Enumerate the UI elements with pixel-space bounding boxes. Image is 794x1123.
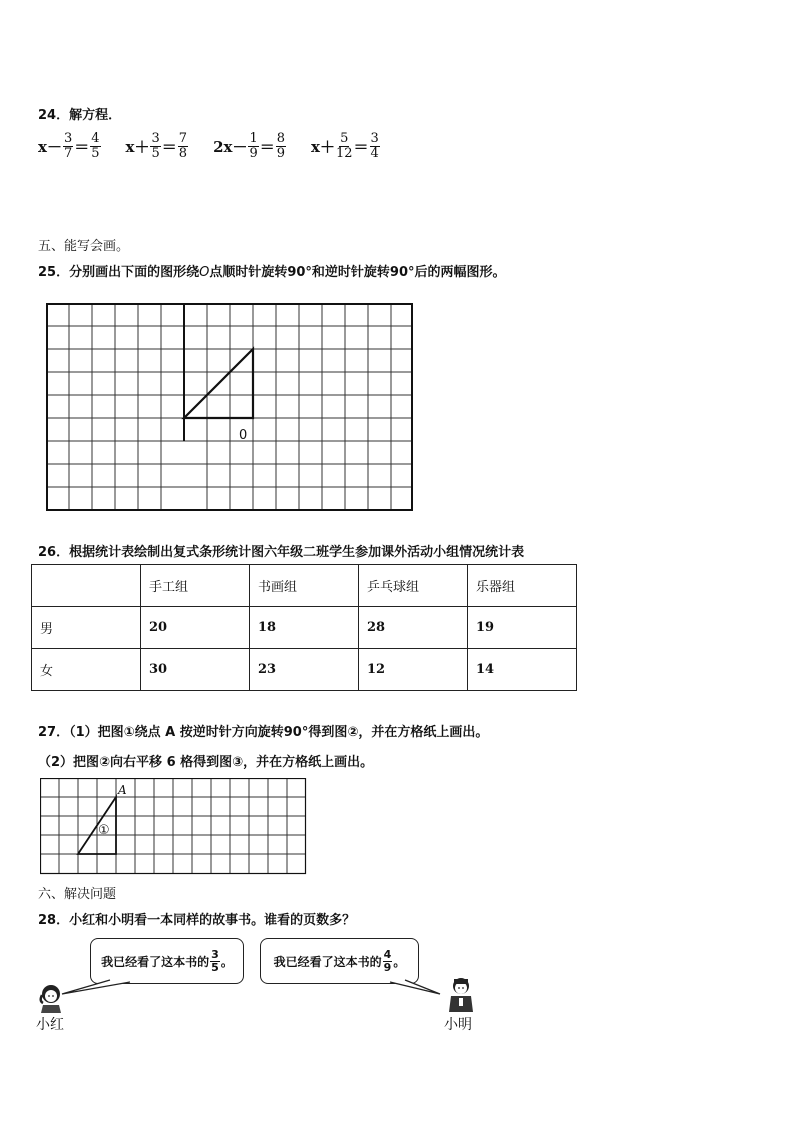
fraction: $\frac{8}{9}$: [276, 131, 286, 161]
speech-bubble-right: 我已经看了这本书的 $\frac{4}{9}$ 。: [260, 938, 419, 984]
table-cell: 30: [141, 649, 250, 691]
fraction: $\frac{3}{5}$: [151, 131, 160, 161]
table-cell: 14: [468, 649, 577, 691]
table-header-row: [32, 565, 577, 607]
girl-avatar-icon: [36, 983, 66, 1013]
point-a-label: A: [118, 783, 127, 797]
figure-1-label: ①: [98, 823, 110, 838]
fraction: $\frac{1}{9}$: [249, 131, 258, 161]
table-header-cell: 乒乓球组: [359, 565, 468, 607]
q26-label: 26．根据统计表绘制出复式条形统计图六年级二班学生参加课外活动小组情况统计表: [38, 545, 525, 560]
fraction: $\frac{5}{12}$: [335, 131, 353, 161]
table-cell: 男: [32, 607, 141, 649]
equation-1: x－ $\frac{3}{7}$ ＝ $\frac{4}{5}$: [38, 131, 100, 161]
bubble-tail-right: [390, 980, 440, 994]
q28-label: 28．小红和小明看一本同样的故事书。谁看的页数多？: [38, 913, 356, 928]
equation-4: x＋ $\frac{5}{12}$ ＝ $\frac{3}{4}$: [311, 131, 379, 161]
q27-line1: 27．（1）把图①绕点 A 按逆时针方向旋转90°得到图②，并在方格纸上画出。: [38, 725, 489, 740]
translation-grid: [40, 778, 308, 876]
section-heading-5: 五、能写会画。: [38, 239, 130, 254]
equation-3: 2x－ $\frac{1}{9}$ ＝ $\frac{8}{9}$: [213, 131, 286, 161]
table-cell: 女: [32, 649, 141, 691]
bubble-tails: [30, 960, 500, 1010]
name-xiaoming: 小明: [444, 1017, 472, 1033]
triangle-figure: [184, 349, 253, 418]
table-row: [32, 607, 577, 649]
fraction: $\frac{3}{5}$: [211, 947, 219, 974]
table-cell: 20: [141, 607, 250, 649]
speech-bubble-left: 我已经看了这本书的 $\frac{3}{5}$ 。: [90, 938, 244, 984]
table-header-cell: 手工组: [141, 565, 250, 607]
fraction: $\frac{4}{9}$: [383, 947, 392, 974]
table-row: [32, 649, 577, 691]
table-cell: 23: [250, 649, 359, 691]
boy-avatar-icon: [446, 976, 476, 1012]
section-heading-6: 六、解决问题: [38, 887, 117, 902]
equation-2: x＋ $\frac{3}{5}$ ＝ $\frac{7}{8}$: [125, 131, 188, 161]
fraction: $\frac{3}{4}$: [370, 131, 379, 161]
name-xiaohong: 小红: [36, 1017, 64, 1033]
fraction: $\frac{7}{8}$: [178, 131, 188, 161]
point-o-label: O: [199, 265, 210, 280]
table-cell: 19: [468, 607, 577, 649]
table-cell: 18: [250, 607, 359, 649]
table-cell: 12: [359, 649, 468, 691]
table-header-cell: 书画组: [250, 565, 359, 607]
rotation-grid: [46, 303, 414, 512]
bubble-tail-left: [62, 980, 130, 994]
stat-table: [31, 564, 577, 691]
q25-label: 25．分别画出下面的图形绕O点顺时针旋转90°和逆时针旋转90°后的两幅图形。: [38, 265, 506, 280]
table-header-cell: 乐器组: [468, 565, 577, 607]
table-header-cell: [32, 565, 141, 607]
equation-row: [38, 132, 381, 161]
point-o-mark: 0: [239, 428, 248, 443]
q27-line2: （2）把图②向右平移 6 格得到图③，并在方格纸上画出。: [38, 755, 374, 770]
fraction: $\frac{3}{7}$: [63, 131, 73, 161]
table-cell: 28: [359, 607, 468, 649]
q24-label: 24．解方程．: [38, 108, 122, 123]
fraction: $\frac{4}{5}$: [91, 131, 100, 161]
